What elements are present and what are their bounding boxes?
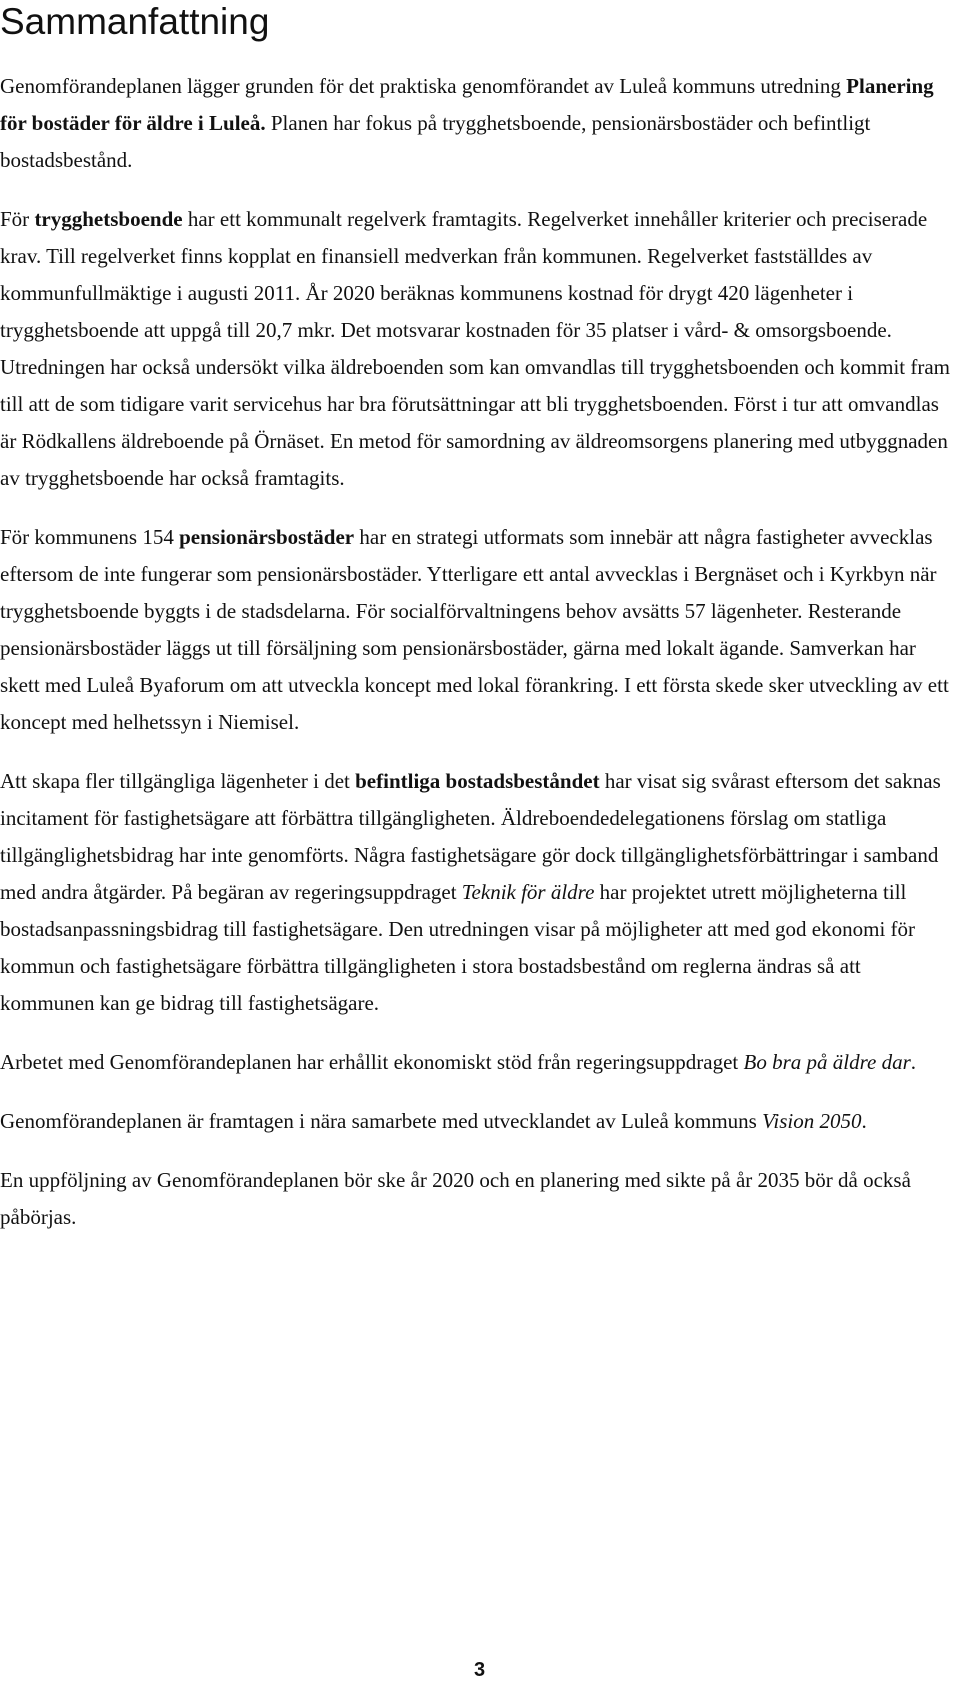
page-title: Sammanfattning — [0, 1, 270, 42]
paragraph-text: Arbetet med Genomförandeplanen har erhållit ekonomiskt stöd från regeringsuppdraget — [0, 1050, 744, 1074]
paragraph-text: För kommunens 154 — [0, 525, 180, 549]
paragraph-text: har visat sig svårast eftersom det saknas incitament för fastighetsägare att förbättra tillgängligheten. Äldreboendedelegationens förslag om statliga tillgänglighetsbidrag har inte genomförts. Några fastighetsägare gör dock tillgänglighetsförbättringar i samband med andra åtgärder. På begäran av regeringsuppdraget — [0, 769, 941, 904]
paragraph-samarbete — [0, 1103, 958, 1140]
paragraph-ekonomiskt-stod — [0, 1044, 958, 1081]
term-pensionarsbostader: pensionärsbostäder — [179, 525, 355, 549]
paragraph-befintligt-bestand — [0, 763, 958, 1022]
vision-name: Vision 2050 — [762, 1109, 862, 1133]
report-title-bold: Planering för bostäder för äldre i Luleå. — [0, 74, 934, 135]
paragraph-text: har ett kommunalt regelverk framtagits. Regelverket innehåller kriterier och preciserade krav. Till regelverket finns kopplat en finansiell medverkan från kommunen. Regelverket fastställdes av kommunfullmäktige i augusti 2011. År 2020 beräknas kommunens kostnad för drygt 420 lägenheter i trygghetsboende att uppgå till 20,7 mkr. Det motsvarar kostnaden för 35 platser i vård- & omsorgsboende. Utredningen har också undersökt vilka äldreboenden som kan omvandlas till trygghetsboenden och kommit fram till att de som tidigare varit servicehus har bra förutsättningar att bli trygghetsboenden. Först i tur att omvandlas är Rödkallens äldreboende på Örnäset. En metod för samordning av äldreomsorgens planering med utbyggnaden av trygghetsboende har också framtagits. — [0, 207, 951, 490]
paragraph-text: har projektet utrett möjligheterna till bostadsanpassningsbidrag till fastighetsägare. Den utredningen visar på möjligheter att med god ekonomi för kommun och fastighetsägare förbättra tillgängligheten i stora bostadsbestånd om reglerna ändras så att kommunen kan ge bidrag till fastighetsägare. — [0, 880, 916, 1015]
paragraph-pensionarsbostader — [0, 519, 958, 741]
paragraph-text: . — [910, 1050, 916, 1074]
paragraph-text: En uppföljning av Genomförandeplanen bör ske år 2020 och en planering med sikte på år 2035 bör då också påbörjas. — [0, 1168, 911, 1229]
paragraph-intro — [0, 68, 958, 179]
paragraph-text: För — [0, 207, 35, 231]
paragraph-trygghetsboende — [0, 201, 958, 497]
paragraph-text: . — [861, 1109, 867, 1133]
term-trygghetsboende: trygghetsboende — [34, 207, 183, 231]
paragraph-text: Att skapa fler tillgängliga lägenheter i det — [0, 769, 356, 793]
term-befintliga-bostadsbestandet: befintliga bostadsbeståndet — [355, 769, 600, 793]
page-number: 3 — [474, 1659, 486, 1681]
paragraph-text: Genomförandeplanen är framtagen i nära samarbete med utvecklandet av Luleå kommuns — [0, 1109, 763, 1133]
paragraph-text: Genomförandeplanen lägger grunden för det praktiska genomförandet av Luleå kommuns utredning — [0, 74, 847, 98]
paragraph-text: har en strategi utformats som innebär att några fastigheter avvecklas eftersom de inte fungerar som pensionärsbostäder. Ytterligare ett antal avvecklas i Bergnäset och i Kyrkbyn när trygghetsboende byggts i de stadsdelarna. För socialförvaltningens behov avsätts 57 lägenheter. Resterande pensionärsbostäder läggs ut till försäljning som pensionärsbostäder, gärna med lokalt ägande. Samverkan har skett med Luleå Byaforum om att utveckla koncept med lokal förankring. I ett första skede sker utveckling av ett koncept med helhetssyn i Niemisel. — [0, 525, 949, 734]
project-name-teknik-for-aldre: Teknik för äldre — [461, 880, 595, 904]
document-body — [0, 68, 958, 1258]
paragraph-uppfoljning — [0, 1162, 958, 1236]
paragraph-text: Planen har fokus på trygghetsboende, pensionärsbostäder och befintligt bostadsbestånd. — [0, 111, 871, 172]
project-name-bo-bra: Bo bra på äldre dar — [743, 1050, 911, 1074]
